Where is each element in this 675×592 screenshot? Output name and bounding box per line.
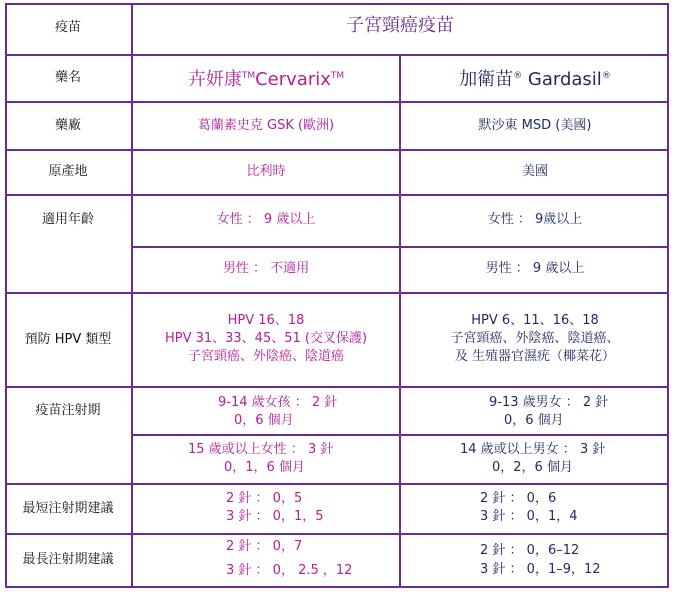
gardasil-schedule-line: 0，6 個月	[504, 413, 564, 428]
gardasil-hpv-line: 子宮頸癌、外陰癌、陰道癌、	[450, 331, 620, 346]
table-title: 子宮頸癌疫苗	[346, 15, 454, 36]
gardasil-shortest-line: 3 針 ： 0，1，4	[480, 509, 578, 524]
cervarix-origin: 比利時	[246, 164, 286, 179]
row-label-origin: 原產地	[48, 164, 88, 179]
row-label-age: 適用年齡	[41, 212, 95, 227]
gardasil-schedule-line: 9-13 歲男女 ： 2 針	[489, 395, 609, 410]
gardasil-longest-line: 3 針 ： 0，1–9，12	[480, 562, 601, 577]
gardasil-maker: 默沙東 MSD (美國)	[478, 118, 592, 133]
cervarix-age-female: 女性 ： 9 歲以上	[216, 212, 316, 227]
gardasil-schedule-line: 14 歲或以上男女 ： 3 針	[460, 442, 606, 457]
cervarix-hpv-line: HPV 16、18	[227, 313, 305, 328]
cervarix-schedule-line: 15 歲或以上女性 ： 3 針	[188, 442, 334, 457]
row-divider-sub	[131, 246, 669, 248]
cervarix-shortest-line: 2 針 ： 0，5	[226, 491, 303, 506]
cervarix-schedule-line: 0，1，6 個月	[224, 460, 305, 475]
gardasil-name: 加衛苗® Gardasil®	[459, 69, 611, 90]
gardasil-hpv-line: HPV 6、11、16、18	[471, 313, 599, 328]
row-divider	[5, 54, 669, 56]
header-label: 疫苗	[54, 20, 82, 35]
row-label-name: 藥名	[54, 70, 82, 85]
row-label-hpv: 預防 HPV 類型	[24, 332, 112, 347]
row-divider	[5, 101, 669, 103]
row-label-maker: 藥廠	[54, 118, 82, 133]
cervarix-schedule-line: 0，6 個月	[234, 413, 294, 428]
row-divider	[5, 292, 669, 294]
cervarix-name: 卉妍康™Cervarix™	[187, 69, 345, 90]
cervarix-maker: 葛蘭素史克 GSK (歐洲)	[197, 118, 335, 133]
row-divider	[5, 386, 669, 388]
column-divider-label	[131, 3, 133, 588]
cervarix-longest-line: 2 針 ： 0，7	[226, 539, 303, 554]
row-divider	[5, 483, 669, 485]
row-divider-sub	[131, 434, 669, 436]
row-divider	[5, 533, 669, 535]
gardasil-hpv-line: 及 生殖器官濕疣（椰菜花）	[454, 349, 616, 364]
row-label-schedule: 疫苗注射期	[35, 403, 101, 418]
gardasil-schedule-line: 0，2，6 個月	[492, 460, 573, 475]
gardasil-origin: 美國	[521, 164, 549, 179]
cervarix-age-male: 男性 ： 不適用	[222, 261, 310, 276]
row-divider	[5, 149, 669, 151]
cervarix-longest-line: 3 針 ： 0， 2.5 ，12	[226, 563, 353, 578]
row-divider	[5, 194, 669, 196]
row-label-shortest: 最短注射期建議	[22, 501, 114, 516]
gardasil-age-male: 男性 ： 9 歲以上	[485, 261, 585, 276]
cervarix-schedule-line: 9-14 歲女孩 ： 2 針	[218, 395, 338, 410]
cervarix-hpv-line: HPV 31、33、45、51 (交叉保護)	[164, 331, 368, 346]
gardasil-longest-line: 2 針 ： 0，6–12	[480, 543, 580, 558]
gardasil-shortest-line: 2 針 ： 0，6	[480, 491, 557, 506]
cervarix-shortest-line: 3 針 ： 0，1，5	[226, 509, 324, 524]
column-divider-vaccines	[399, 55, 401, 588]
row-label-longest: 最長注射期建議	[22, 552, 114, 567]
cervarix-hpv-line: 子宮頸癌、外陰癌、陰道癌	[187, 349, 345, 364]
gardasil-age-female: 女性 ： 9歲以上	[487, 212, 583, 227]
